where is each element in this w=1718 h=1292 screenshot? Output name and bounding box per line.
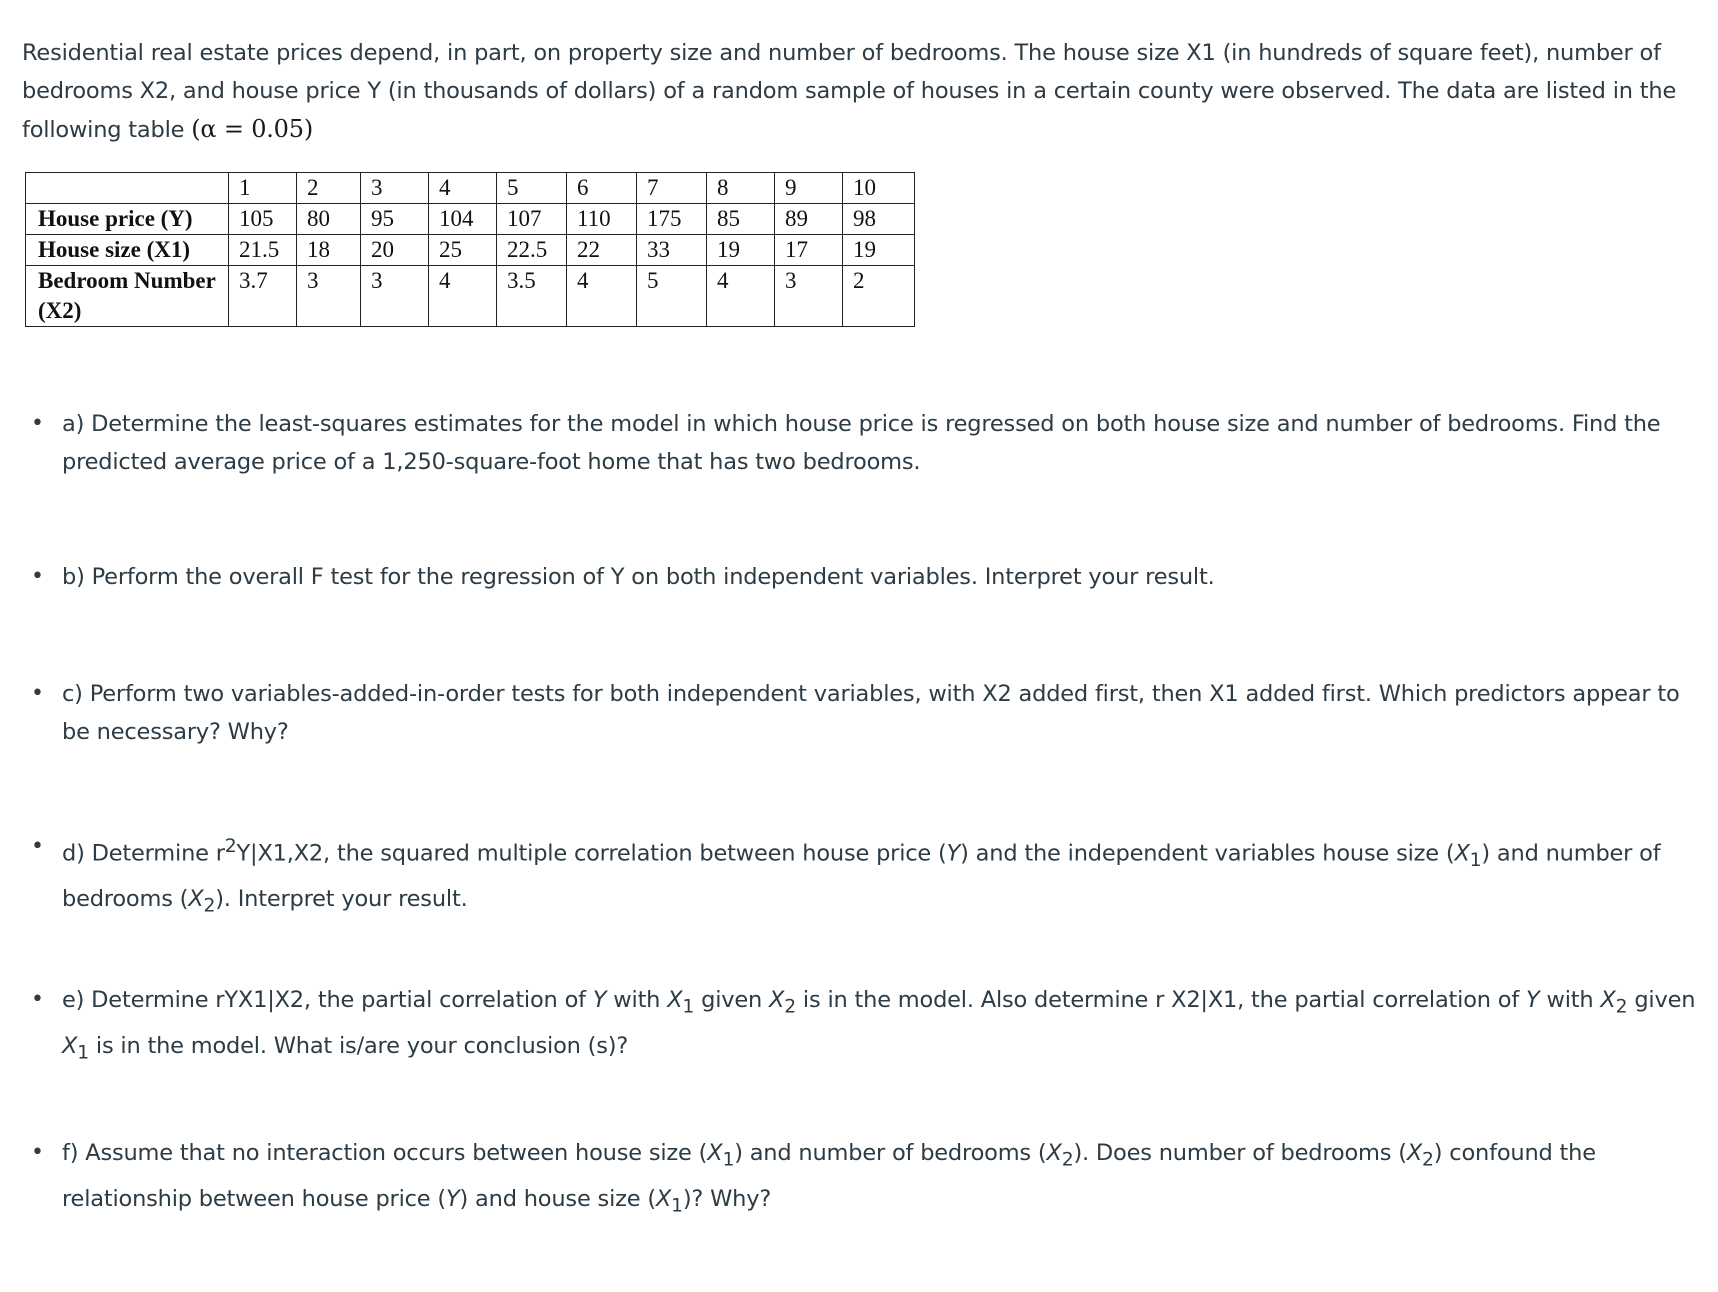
table-cell: 20	[361, 235, 429, 266]
header-cell: 2	[297, 173, 361, 204]
row-label: House price (Y)	[26, 204, 229, 235]
table-cell: 110	[567, 204, 637, 235]
table-cell: 4	[429, 266, 497, 327]
table-cell: 17	[775, 235, 843, 266]
table-header-row	[26, 173, 915, 204]
table-row-bedroom-number	[26, 266, 915, 327]
table-cell: 4	[707, 266, 775, 327]
table-cell: 25	[429, 235, 497, 266]
table-cell: 175	[637, 204, 707, 235]
question-a: • a) Determine the least-squares estimates for the model in which house price is regressed on both house size and number of bedrooms. Find the predicted average price of a 1,250-square-foot home that has two bedrooms.	[62, 405, 1702, 481]
table-cell: 98	[843, 204, 915, 235]
table-cell: 18	[297, 235, 361, 266]
header-cell: 4	[429, 173, 497, 204]
table-cell: 19	[707, 235, 775, 266]
table-cell: 89	[775, 204, 843, 235]
table-cell: 3	[361, 266, 429, 327]
header-cell: 9	[775, 173, 843, 204]
question-c: • c) Perform two variables-added-in-order tests for both independent variables, with X2 added first, then X1 added first. Which predictors appear to be necessary? Why?	[62, 675, 1702, 751]
table-cell: 104	[429, 204, 497, 235]
question-b: • b) Perform the overall F test for the regression of Y on both independent variables. Interpret your result.	[62, 558, 1702, 596]
table-cell: 33	[637, 235, 707, 266]
header-cell: 3	[361, 173, 429, 204]
table-corner-cell	[26, 173, 229, 204]
row-label: House size (X1)	[26, 235, 229, 266]
row-label: Bedroom Number (X2)	[26, 266, 229, 327]
question-d: • d) Determine $r^2Y|X1,X2$, the squared multiple correlation between house price (Y) and the independent variables house size $(X_1)$ and number of bedrooms $(X_2)$. Interpret your result.	[62, 828, 1702, 926]
table-cell: 4	[567, 266, 637, 327]
intro-text: Residential real estate prices depend, in part, on property size and number of bedrooms. The house size X1 (in hundreds of square feet), number of bedrooms X2, and house price Y (in thousands of dollars) of a random sample of houses in a certain county were observed. The data are listed in the following table	[22, 40, 1677, 143]
header-cell: 7	[637, 173, 707, 204]
alpha-expression: (α = 0.05)	[191, 115, 313, 143]
table-cell: 3.7	[229, 266, 297, 327]
question-e: • e) Determine rYX1|X2, the partial correlation of Y with $X_1$ given $X_2$ is in the model. Also determine r X2|X1, the partial correlation of Y with $X_2$ given $X_1$ is in the model. What is/are your conclusion (s)?	[62, 981, 1702, 1072]
table-row-house-size	[26, 235, 915, 266]
table-cell: 5	[637, 266, 707, 327]
table-cell: 19	[843, 235, 915, 266]
table-cell: 85	[707, 204, 775, 235]
table-cell: 22.5	[497, 235, 567, 266]
header-cell: 10	[843, 173, 915, 204]
table-row-house-price	[26, 204, 915, 235]
question-f: • f) Assume that no interaction occurs between house size $(X_1)$ and number of bedrooms $(X_2)$. Does number of bedrooms $(X_2)$ confound the relationship between house price (Y) and house size $(X_1)$? Why?	[62, 1134, 1702, 1225]
header-cell: 6	[567, 173, 637, 204]
table-cell: 22	[567, 235, 637, 266]
table-cell: 2	[843, 266, 915, 327]
table-cell: 21.5	[229, 235, 297, 266]
table-cell: 105	[229, 204, 297, 235]
table-cell: 80	[297, 204, 361, 235]
table-cell: 3.5	[497, 266, 567, 327]
header-cell: 8	[707, 173, 775, 204]
table-cell: 95	[361, 204, 429, 235]
header-cell: 5	[497, 173, 567, 204]
table-cell: 107	[497, 204, 567, 235]
header-cell: 1	[229, 173, 297, 204]
table-cell: 3	[775, 266, 843, 327]
intro-paragraph	[22, 34, 1697, 149]
table-cell: 3	[297, 266, 361, 327]
data-table	[25, 172, 915, 327]
